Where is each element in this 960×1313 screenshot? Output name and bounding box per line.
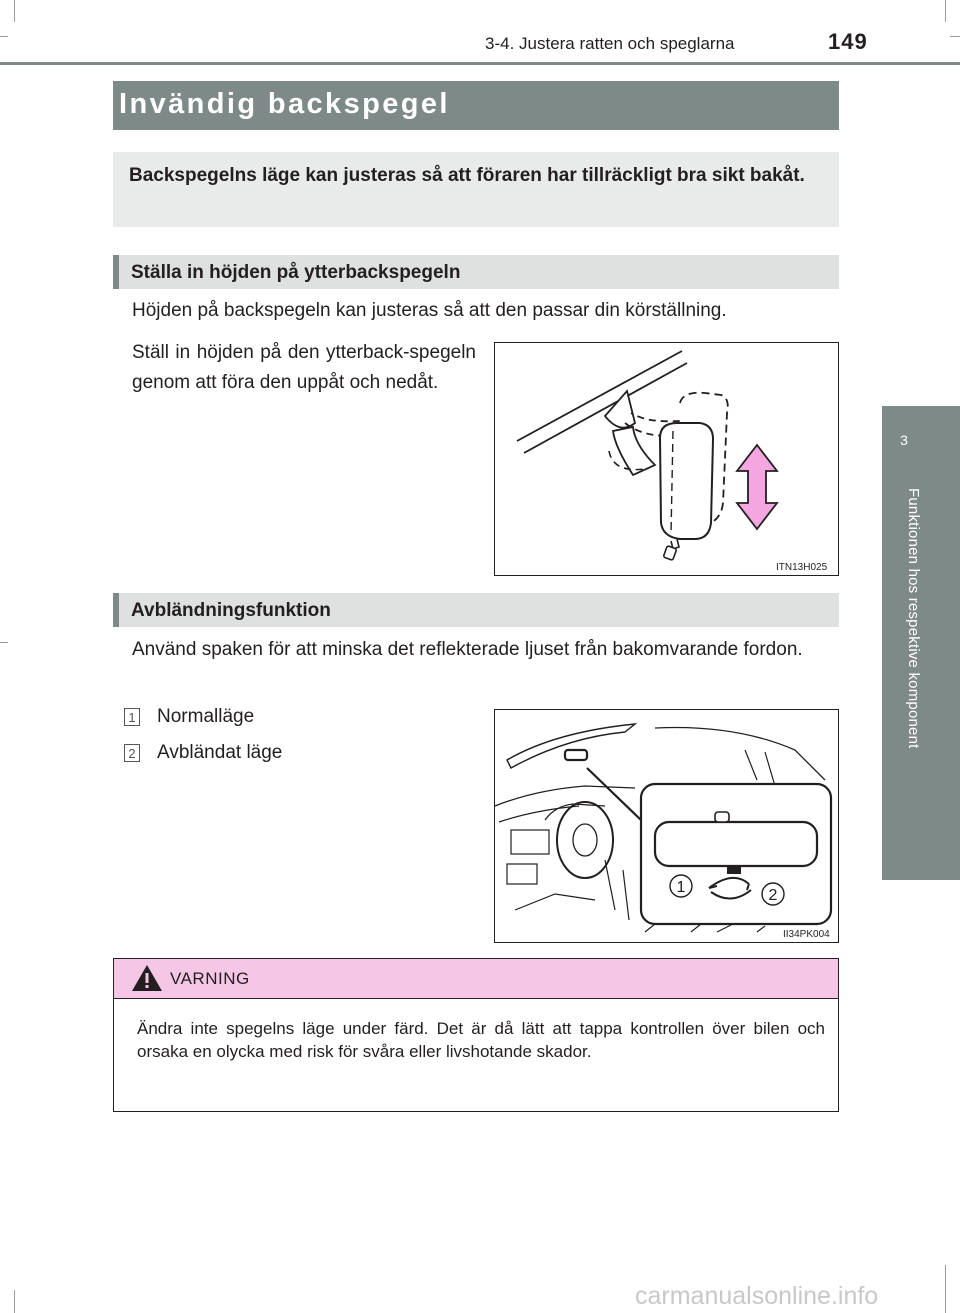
section-heading-height: Ställa in höjden på ytterbackspegeln <box>131 262 461 283</box>
antiglare-figure <box>494 709 839 943</box>
mirror-height-figure <box>494 342 839 576</box>
callout-number-1: 1 <box>676 879 686 896</box>
list-item-normal: Normalläge <box>157 706 255 727</box>
warning-title: VARNING <box>170 969 250 988</box>
chapter-number: 3 <box>900 432 908 448</box>
warning-text: Ändra inte spegelns läge under färd. Det är då lätt att tappa kontrollen över bilen och orsaka en olycka med risk för svåra eller livshotande skador. <box>137 1019 825 1061</box>
page-title: Invändig backspegel <box>119 88 450 120</box>
page-number: 149 <box>828 29 868 54</box>
crop-mark <box>945 1265 946 1313</box>
mirror-height-illustration <box>495 343 838 575</box>
watermark: carmanualsonline.info <box>635 1282 879 1310</box>
crop-mark <box>14 0 15 22</box>
crop-mark <box>14 1290 15 1313</box>
list-number: 2 <box>124 744 140 762</box>
warning-triangle-icon <box>130 963 164 993</box>
list-number: 1 <box>124 708 140 726</box>
running-header: 3-4. Justera ratten och speglarna <box>485 34 735 53</box>
chapter-title: Funktionen hos respektive komponent <box>905 488 922 749</box>
height-instruction: Ställ in höjden på den ytterback-spegeln genom att föra den uppåt och nedåt. <box>132 342 476 393</box>
antiglare-paragraph: Använd spaken för att minska det reflekterade ljuset från bakomvarande fordon. <box>132 639 803 660</box>
figure-code-antiglare: II34PK004 <box>783 929 830 940</box>
header-rule <box>0 62 960 65</box>
list-item-dimmed: Avbländat läge <box>157 742 283 763</box>
section-heading-antiglare: Avbländningsfunktion <box>131 600 331 621</box>
crop-mark <box>950 36 960 37</box>
antiglare-illustration <box>495 710 838 942</box>
callout-number-2: 2 <box>768 887 778 904</box>
figure-code-height: ITN13H025 <box>776 562 828 573</box>
crop-mark <box>945 0 946 22</box>
crop-mark <box>0 36 8 37</box>
crop-mark <box>0 642 8 643</box>
intro-text: Backspegelns läge kan justeras så att föraren har tillräckligt bra sikt bakåt. <box>129 165 805 186</box>
height-paragraph: Höjden på backspegeln kan justeras så att den passar din körställning. <box>132 300 727 321</box>
